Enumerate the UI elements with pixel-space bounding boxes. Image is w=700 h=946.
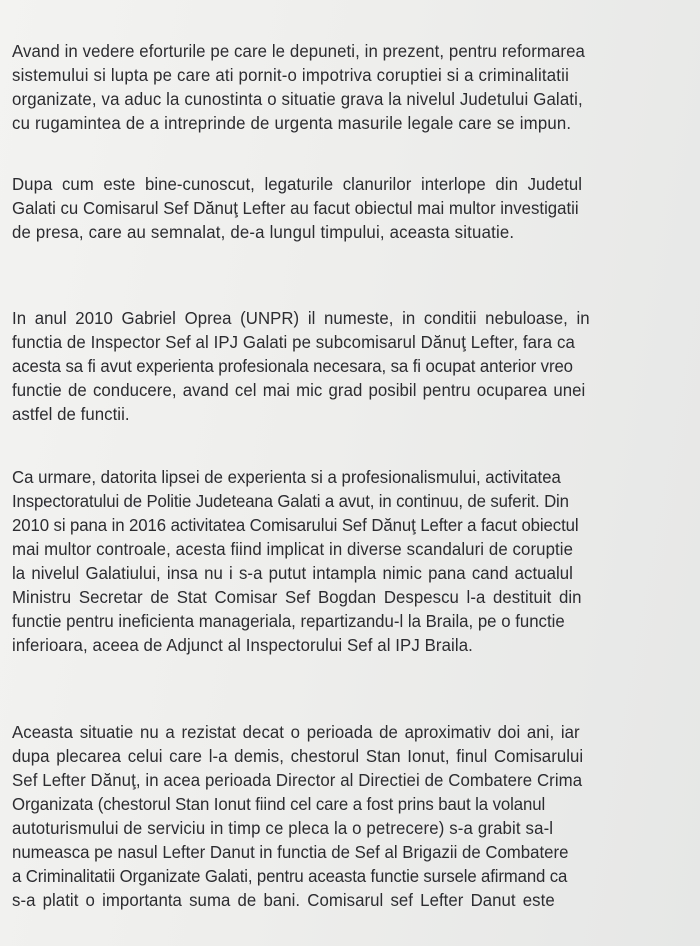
paragraph <box>12 39 700 135</box>
text-line: Organizata (chestorul Stan Ionut fiind cel care a fost prins baut la volanul <box>12 794 546 814</box>
text-line: Sef Lefter Dănuţ, in acea perioada Director al Directiei de Combatere Crima <box>12 770 583 790</box>
text-line: Ministru Secretar de Stat Comisar Sef Bogdan Despescu l-a destituit din <box>12 587 582 607</box>
text-line: numeasca pe nasul Lefter Danut in functia de Sef al Brigazii de Combatere <box>12 842 569 862</box>
text-line: functie de conducere, avand cel mai mic grad posibil pentru ocuparea unei <box>12 380 586 400</box>
text-line: inferioara, aceea de Adjunct al Inspectorului Sef al IPJ Braila. <box>12 635 473 655</box>
text-line: a Criminalitatii Organizate Galati, pentru aceasta functie sursele afirmand ca <box>12 866 568 886</box>
text-line: sistemului si lupta pe care ati pornit-o impotriva coruptiei si a criminalitatii <box>12 65 570 85</box>
text-line: Ca urmare, datorita lipsei de experienta si a profesionalismului, activitatea <box>12 467 561 487</box>
text-line: cu rugamintea de a intreprinde de urgenta masurile legale care se impun. <box>12 113 572 133</box>
text-line: dupa plecarea celui care l-a demis, chestorul Stan Ionut, finul Comisarului <box>12 746 584 766</box>
text-line: In anul 2010 Gabriel Oprea (UNPR) il numeste, in conditii nebuloase, in <box>12 308 590 328</box>
text-line: functia de Inspector Sef al IPJ Galati pe subcomisarul Dănuţ Lefter, fara ca <box>12 332 575 352</box>
text-line: astfel de functii. <box>12 404 130 424</box>
text-line: acesta sa fi avut experienta profesionala necesara, sa fi ocupat anterior vreo <box>12 356 573 376</box>
text-line: autoturismului de serviciu in timp ce pleca la o petrecere) s-a grabit sa-l <box>12 818 554 838</box>
text-line: Dupa cum este bine-cunoscut, legaturile clanurilor interlope din Judetul <box>12 174 583 194</box>
text-line: de presa, care au semnalat, de-a lungul timpului, aceasta situatie. <box>12 222 515 242</box>
paragraph <box>12 720 700 912</box>
text-line: s-a platit o importanta suma de bani. Comisarul sef Lefter Danut este <box>12 890 555 910</box>
paragraph <box>12 465 700 657</box>
text-line: mai multor controale, acesta fiind implicat in diverse scandaluri de coruptie <box>12 539 574 559</box>
text-line: la nivelul Galatiului, insa nu i s-a putut intampla nimic pana cand actualul <box>12 563 573 583</box>
text-line: functie pentru ineficienta manageriala, repartizandu-l la Braila, pe o functie <box>12 611 565 631</box>
text-line: 2010 si pana in 2016 activitatea Comisarului Sef Dănuţ Lefter a facut obiectul <box>12 515 579 535</box>
text-line: Avand in vedere eforturile pe care le depuneti, in prezent, pentru reformarea <box>12 41 585 61</box>
paragraph <box>12 306 700 426</box>
paragraph <box>12 172 700 244</box>
text-line: Inspectoratului de Politie Judeteana Galati a avut, in continuu, de suferit. Din <box>12 491 569 511</box>
text-line: Galati cu Comisarul Sef Dănuţ Lefter au facut obiectul mai multor investigatii <box>12 198 579 218</box>
text-line: Aceasta situatie nu a rezistat decat o perioada de aproximativ doi ani, iar <box>12 722 580 742</box>
text-line: organizate, va aduc la cunostinta o situatie grava la nivelul Judetului Galati, <box>12 89 583 109</box>
